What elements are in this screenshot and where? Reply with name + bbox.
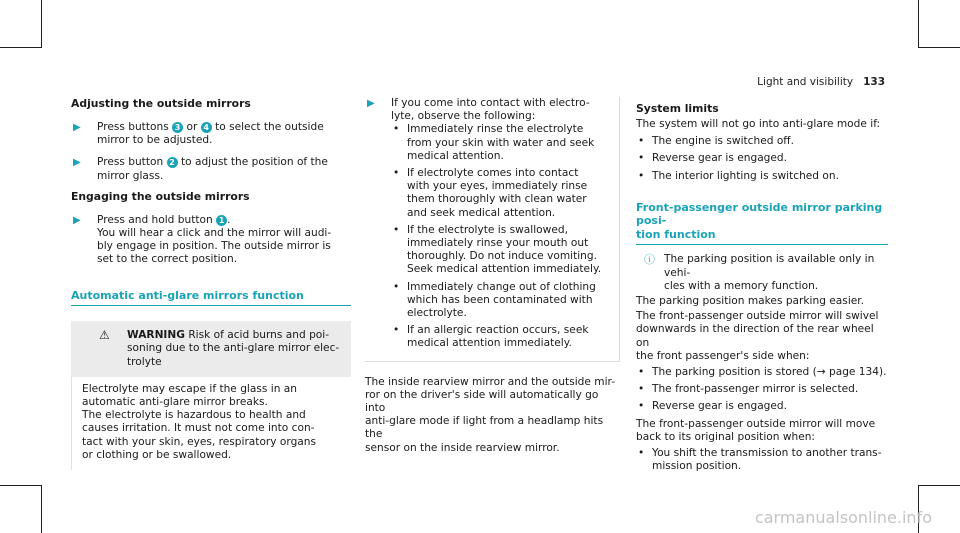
text: set to the correct position. xyxy=(97,253,238,266)
system-limits-list xyxy=(636,135,888,183)
header-section: Light and visibility xyxy=(757,76,854,88)
text: mirror to be adjusted. xyxy=(97,134,213,147)
text: or xyxy=(186,121,198,133)
step-engage: ▶ Press and hold button 1 . You will hear a click and the mirror will audi- bly engage in position. The outside mirror is set to the correct position. xyxy=(73,213,332,266)
step-select-mirror xyxy=(71,121,351,147)
section-anti-glare xyxy=(71,289,351,307)
section-title: Automatic anti-glare mirrors function xyxy=(71,288,304,302)
list-item: • Immediately change out of clothing which has been contaminated with electrolyte. xyxy=(393,280,596,320)
text: Electrolyte may escape if the glass in an xyxy=(82,382,297,395)
crop-mark xyxy=(0,485,41,486)
text: to select the outside xyxy=(215,121,324,133)
crop-mark xyxy=(918,0,919,48)
watermark: carmanualsonline.info xyxy=(754,507,932,527)
crop-mark xyxy=(919,485,960,486)
text: soning due to the anti-glare mirror elec- xyxy=(127,342,340,355)
info-icon: ⓘ xyxy=(644,253,655,267)
warning-label: WARNING xyxy=(127,329,185,342)
text: to adjust the position of the xyxy=(180,156,328,169)
column-right xyxy=(636,102,888,477)
crop-mark xyxy=(41,485,42,533)
section-title: Front-passenger outside mirror parking posi- tion function xyxy=(636,200,883,241)
contact-instructions xyxy=(365,97,607,351)
text: tact with your skin, eyes, respiratory organs xyxy=(82,435,317,448)
swivel-conditions-list xyxy=(636,366,888,414)
text: automatic anti-glare mirror breaks. xyxy=(82,395,268,408)
list-item: • Reverse gear is engaged. xyxy=(638,400,788,413)
warning-body xyxy=(71,377,351,470)
list-item: • Reverse gear is engaged. xyxy=(638,152,788,165)
text: mirror glass. xyxy=(97,169,164,182)
warning-header xyxy=(81,329,341,377)
page-reference-link[interactable]: page 134). xyxy=(828,365,887,378)
list-item: • The front-passenger mirror is selected. xyxy=(638,383,859,396)
move-back-text: The front-passenger outside mirror will move back to its original position when: xyxy=(636,417,876,443)
first-aid-list xyxy=(391,123,607,350)
cross-reference-arrow-icon: → xyxy=(816,365,826,378)
warning-continuation xyxy=(365,97,620,362)
button-4-badge: 4 xyxy=(201,122,212,133)
note-memory-function: ⓘ The parking position is available only in vehi- cles with a memory function. xyxy=(644,253,875,292)
column-middle xyxy=(365,97,620,455)
text: The electrolyte is hazardous to health and xyxy=(82,409,306,422)
list-item: • If an allergic reaction occurs, seek medical attention immediately. xyxy=(393,324,589,350)
button-3-badge: 3 xyxy=(172,122,183,133)
button-2-badge: 2 xyxy=(167,157,178,168)
warning-box xyxy=(71,321,351,470)
list-item: • You shift the transmission to another trans- mission position. xyxy=(638,446,882,473)
list-item: • If the electrolyte is swallowed, immediately rinse your mouth out thoroughly. Do not induce vomiting. Seek medical attention immediately. xyxy=(393,223,602,276)
text: Press and hold button xyxy=(97,213,213,226)
list-item: • The parking position is stored (→ page 134). xyxy=(638,365,887,378)
crop-mark xyxy=(41,0,42,48)
list-item: • If electrolyte comes into contact with your eyes, immediately rinse them thoroughly with clean water and seek medical attention. xyxy=(393,167,588,219)
heading-adjusting: Adjusting the outside mirrors xyxy=(71,97,251,110)
text: causes irritation. It must not come into con- xyxy=(82,422,315,435)
list-item: • The interior lighting is switched on. xyxy=(638,169,839,182)
page-number: 133 xyxy=(863,76,885,88)
button-1-badge: 1 xyxy=(216,215,227,226)
text: Press buttons xyxy=(97,121,169,133)
step-adjust-position xyxy=(71,156,351,182)
text: lyte, observe the following: xyxy=(391,110,536,123)
move-back-conditions-list xyxy=(636,447,888,473)
page-header xyxy=(757,76,885,89)
heading-system-limits: System limits xyxy=(636,102,719,115)
crop-mark xyxy=(919,47,960,48)
list-item: • The engine is switched off. xyxy=(638,135,794,148)
step-arrow-icon: ▶ xyxy=(73,214,81,226)
step-arrow-icon: ▶ xyxy=(367,98,375,109)
crop-mark xyxy=(0,47,41,48)
text: bly engage in position. The outside mirror is xyxy=(97,240,331,253)
list-item: • Immediately rinse the electrolyte from your skin with water and seek medical attention. xyxy=(393,123,595,162)
text: or clothing or be swallowed. xyxy=(82,448,232,461)
step-arrow-icon: ▶ xyxy=(73,122,81,133)
text: trolyte xyxy=(127,355,162,368)
text: If you come into contact with electro- xyxy=(391,97,590,109)
column-left xyxy=(71,97,351,470)
swivel-text: The front-passenger outside mirror will swivel downwards in the direction of the rear wheel on the front passenger's side when: xyxy=(636,310,879,362)
text: Press button xyxy=(97,156,164,169)
parking-easier-text: The parking position makes parking easier. xyxy=(636,294,865,307)
warning-triangle-icon: ⚠ xyxy=(99,328,110,343)
anti-glare-description: The inside rearview mirror and the outside mir- ror on the driver's side will automatically go into anti-glare mode if light from a headlamp hits the sensor on the inside rearview mirror. xyxy=(365,375,616,454)
step-arrow-icon: ▶ xyxy=(73,157,81,169)
section-parking-position xyxy=(636,201,888,246)
text: You will hear a click and the mirror will audi- xyxy=(97,227,332,240)
text: Risk of acid burns and poi- xyxy=(188,329,330,342)
system-limits-intro: The system will not go into anti-glare mode if: xyxy=(636,118,881,130)
heading-engaging: Engaging the outside mirrors xyxy=(71,189,250,203)
